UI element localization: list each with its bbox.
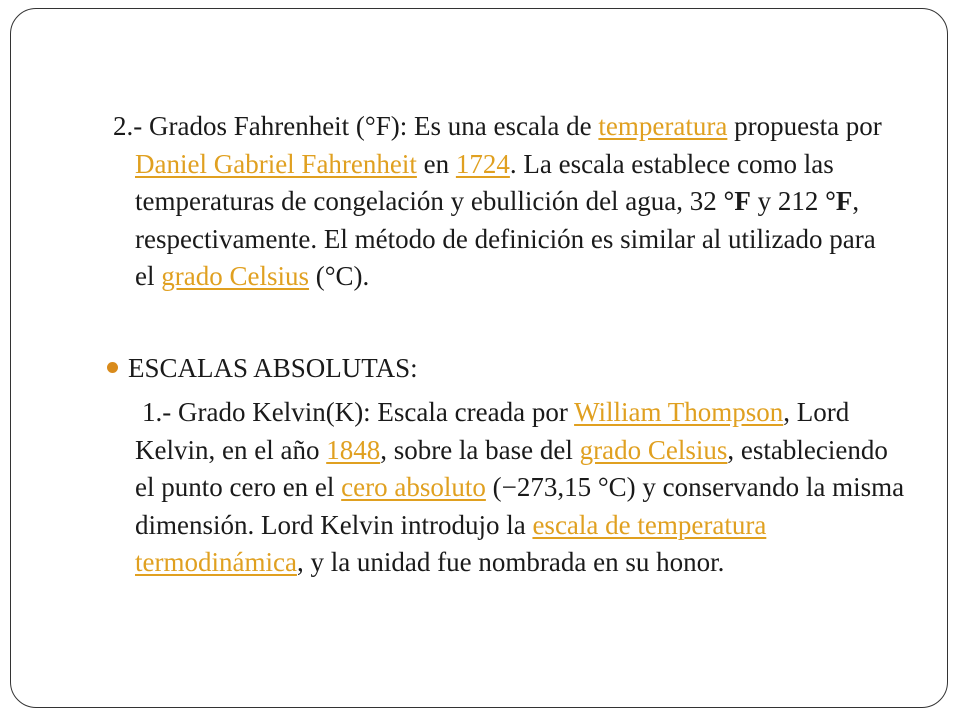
text-segment: propuesta por	[727, 111, 882, 141]
text-segment: (−273,15 °C) y conservando la misma dimensión. Lord Kelvin introdujo la	[135, 472, 905, 540]
paragraph-kelvin	[135, 394, 905, 582]
text-segment: , estableciendo el punto cero en el	[135, 434, 888, 502]
bold-unit: °F	[825, 186, 853, 216]
link-daniel-gabriel-fahrenheit[interactable]: Daniel Gabriel Fahrenheit	[135, 148, 417, 179]
text-segment: , Lord Kelvin, en el año	[135, 397, 850, 465]
link-escala-termodinamica[interactable]: escala de temperatura termodinámica	[135, 509, 767, 577]
bullet-escalas-absolutas	[107, 350, 887, 388]
link-1724[interactable]: 1724	[455, 148, 510, 179]
text-segment: . La escala establece como las temperaturas de congelación y ebullición del agua, 32	[135, 148, 834, 216]
bold-unit: °F	[723, 186, 751, 216]
link-1848[interactable]: 1848	[326, 434, 381, 465]
link-temperatura[interactable]: temperatura	[598, 111, 728, 141]
link-grado-celsius[interactable]: grado Celsius	[579, 434, 728, 465]
bullet-dot-icon	[107, 362, 118, 373]
text-segment: , sobre la base del	[380, 434, 580, 465]
link-grado-celsius[interactable]: grado Celsius	[161, 261, 309, 291]
text-segment: 2.- Grados Fahrenheit (°F): Es una escala de	[113, 111, 599, 141]
text-segment: en	[416, 148, 456, 179]
bullet-text: ESCALAS ABSOLUTAS:	[128, 353, 418, 383]
paragraph-fahrenheit	[113, 108, 895, 296]
link-william-thompson[interactable]: William Thompson	[574, 397, 784, 427]
text-segment: 1.- Grado Kelvin(K): Escala creada por	[142, 397, 575, 427]
text-segment: (°C).	[309, 261, 370, 291]
text-segment: , y la unidad fue nombrada en su honor.	[296, 547, 725, 577]
text-segment: , respectivamente. El método de definición es similar al utilizado para el	[135, 186, 876, 291]
text-segment: y 212	[750, 186, 826, 216]
link-cero-absoluto[interactable]: cero absoluto	[341, 472, 486, 502]
